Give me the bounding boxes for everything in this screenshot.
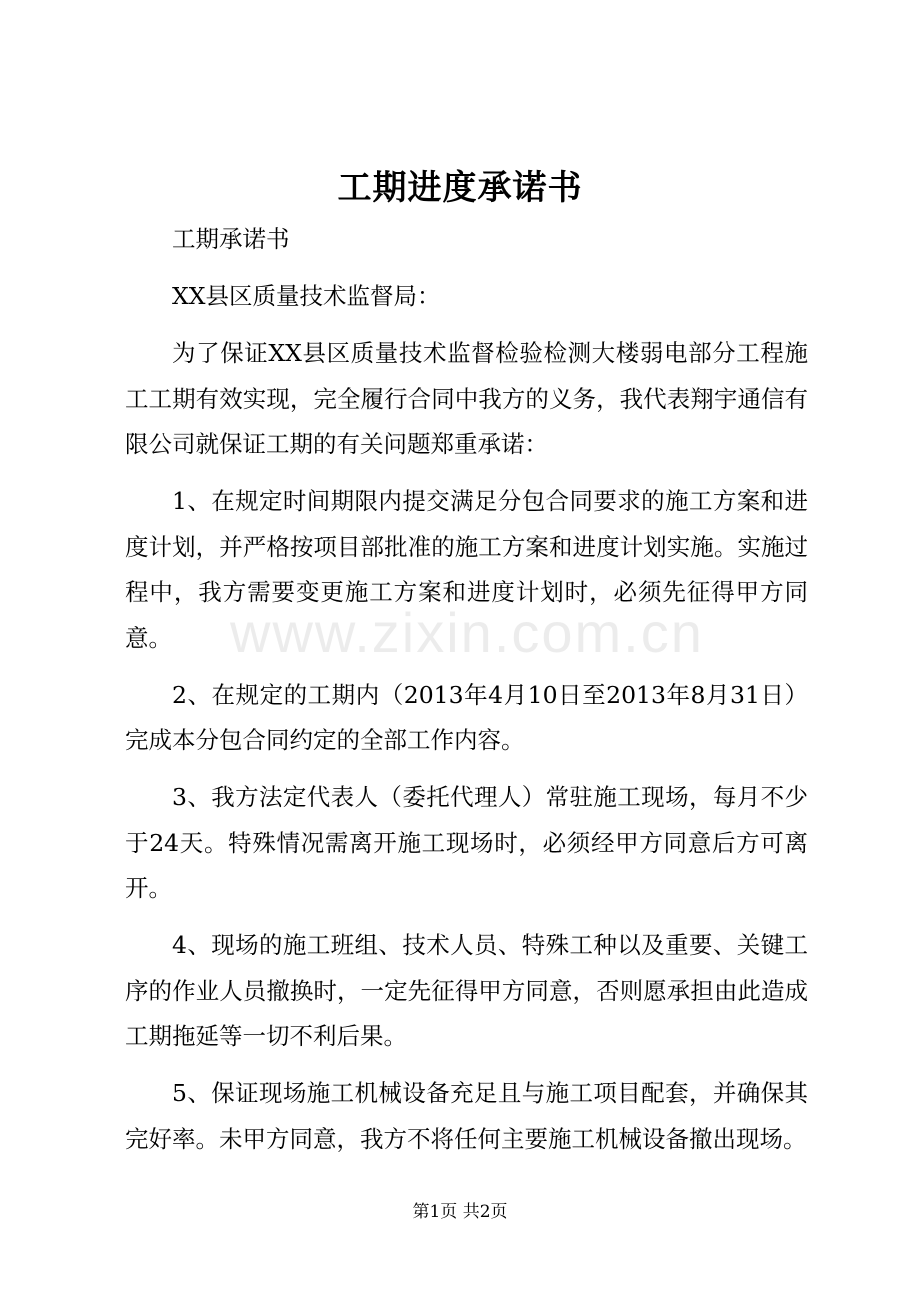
paragraph-recipient: XX县区质量技术监督局： [172,282,441,310]
paragraph-item-4: 4、现场的施工班组、技术人员、特殊工种以及重要、关键工序的作业人员撤换时，一定先征得甲方同意，否则愿承担由此造成工期拖延等一切不利后果。 [125,931,808,1050]
document-body [125,217,808,1174]
paragraph-item-2: 2、在规定的工期内（2013年4月10日至2013年8月31日）完成本分包合同约定的全部工作内容。 [125,680,808,754]
paragraph-intro: 为了保证XX县区质量技术监督检验检测大楼弱电部分工程施工工期有效实现，完全履行合同中我方的义务，我代表翔宇通信有限公司就保证工期的有关问题郑重承诺： [125,339,808,458]
watermark: www.zixin.com.cn [230,601,704,664]
page-footer: 第1页 共2页 [412,1202,508,1222]
document-title: 工期进度承诺书 [337,168,583,208]
paragraph-item-5: 5、保证现场施工机械设备充足且与施工项目配套，并确保其完好率。未甲方同意，我方不将任何主要施工机械设备撤出现场。 [125,1079,808,1153]
paragraph-item-3: 3、我方法定代表人（委托代理人）常驻施工现场，每月不少于24天。特殊情况需离开施工现场时，必须经甲方同意后方可离开。 [125,783,808,902]
paragraph-item-1: 1、在规定时间期限内提交满足分包合同要求的施工方案和进度计划，并严格按项目部批准的施工方案和进度计划实施。实施过程中，我方需要变更施工方案和进度计划时，必须先征得甲方同意。 [125,487,808,652]
paragraph-heading: 工期承诺书 [172,225,290,253]
